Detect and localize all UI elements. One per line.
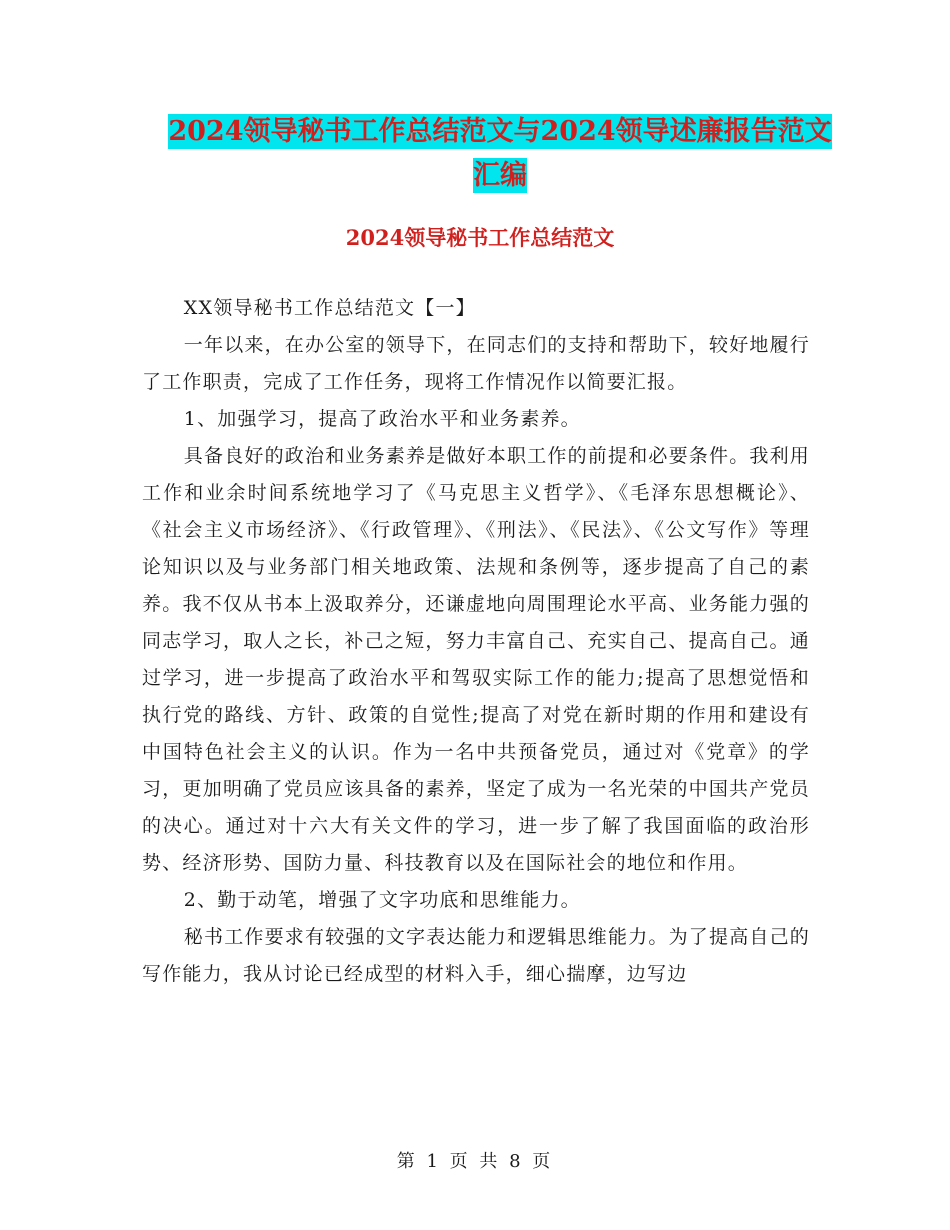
paragraph-heading: XX领导秘书工作总结范文【一】: [183, 297, 476, 319]
paragraph-subheading: 2、勤于动笔，增强了文字功底和思维能力。: [183, 889, 581, 911]
paragraph: 一年以来，在办公室的领导下，在同志们的支持和帮助下，较好地履行了工作职责，完成了工作任务，现将工作情况作以简要汇报。: [142, 334, 810, 393]
document-title: [140, 110, 860, 198]
page-footer: 第 1 页 共 8 页: [396, 1151, 554, 1172]
section-title: 2024领导秘书工作总结范文: [345, 225, 615, 250]
document-title-line-2: 汇编: [473, 160, 527, 191]
paragraph: 秘书工作要求有较强的文字表达能力和逻辑思维能力。为了提高自己的写作能力，我从讨论已经成型的材料入手，细心揣摩，边写边: [142, 926, 810, 985]
document-body: [142, 290, 810, 993]
document-title-line-1: 2024领导秘书工作总结范文与2024领导述廉报告范文: [168, 116, 832, 147]
paragraph-subheading: 1、加强学习，提高了政治水平和业务素养。: [183, 408, 581, 430]
paragraph: 具备良好的政治和业务素养是做好本职工作的前提和必要条件。我利用工作和业余时间系统地学习了《马克思主义哲学》、《毛泽东思想概论》、《社会主义市场经济》、《行政管理》、《刑法》、《民法》、《公文写作》等理论知识以及与业务部门相关地政策、法规和条例等，逐步提高了自己的素养。我不仅从书本上汲取养分，还谦虚地向周围理论水平高、业务能力强的同志学习，取人之长，补己之短，努力丰富自己、充实自己、提高自己。通过学习，进一步提高了政治水平和驾驭实际工作的能力;提高了思想觉悟和执行党的路线、方针、政策的自觉性;提高了对党在新时期的作用和建设有中国特色社会主义的认识。作为一名中共预备党员，通过对《党章》的学习，更加明确了党员应该具备的素养，坚定了成为一名光荣的中国共产党员的决心。通过对十六大有关文件的学习，进一步了解了我国面临的政治形势、经济形势、国防力量、科技教育以及在国际社会的地位和作用。: [142, 445, 810, 874]
